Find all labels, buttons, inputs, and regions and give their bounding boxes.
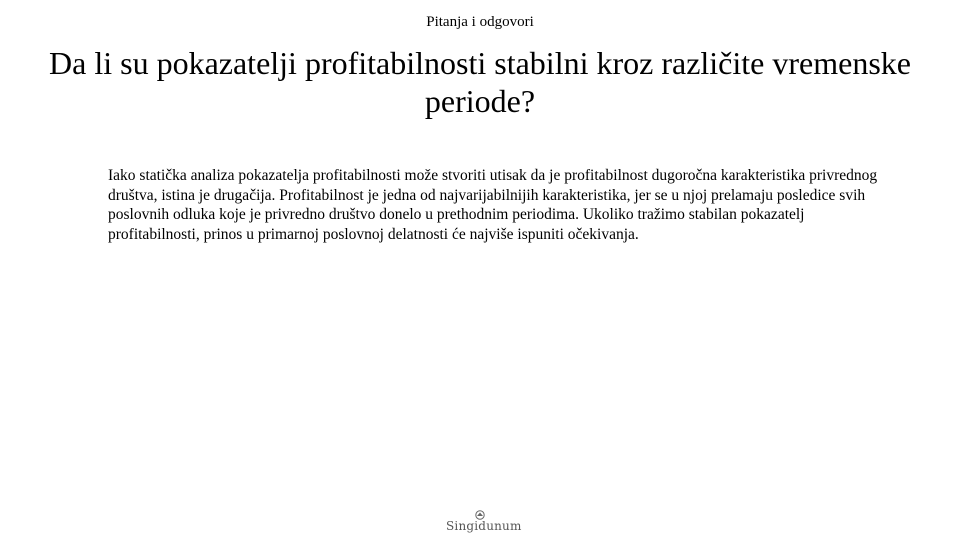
logo-text: Singidunum <box>446 519 522 533</box>
body-paragraph: Iako statička analiza pokazatelja profitabilnosti može stvoriti utisak da je profitabilnost dugoročna karakteristika privrednog društva, istina je drugačija. Profitabilnost je jedna od najvarijabilnijih karakteristika, jer se u njoj prelamaju posledice svih poslovnih odluka koje je privredno društvo donelo u prethodnim periodima. Ukoliko tražimo stabilan pokazatelj profitabilnosti, prinos u primarnoj poslovnoj delatnosti će najviše ispuniti očekivanja. <box>108 167 878 243</box>
university-logo <box>446 510 522 533</box>
slide-title: Da li su pokazatelji profitabilnosti stabilni kroz različite vremenske periode? <box>49 45 911 119</box>
section-label: Pitanja i odgovori <box>426 14 534 30</box>
